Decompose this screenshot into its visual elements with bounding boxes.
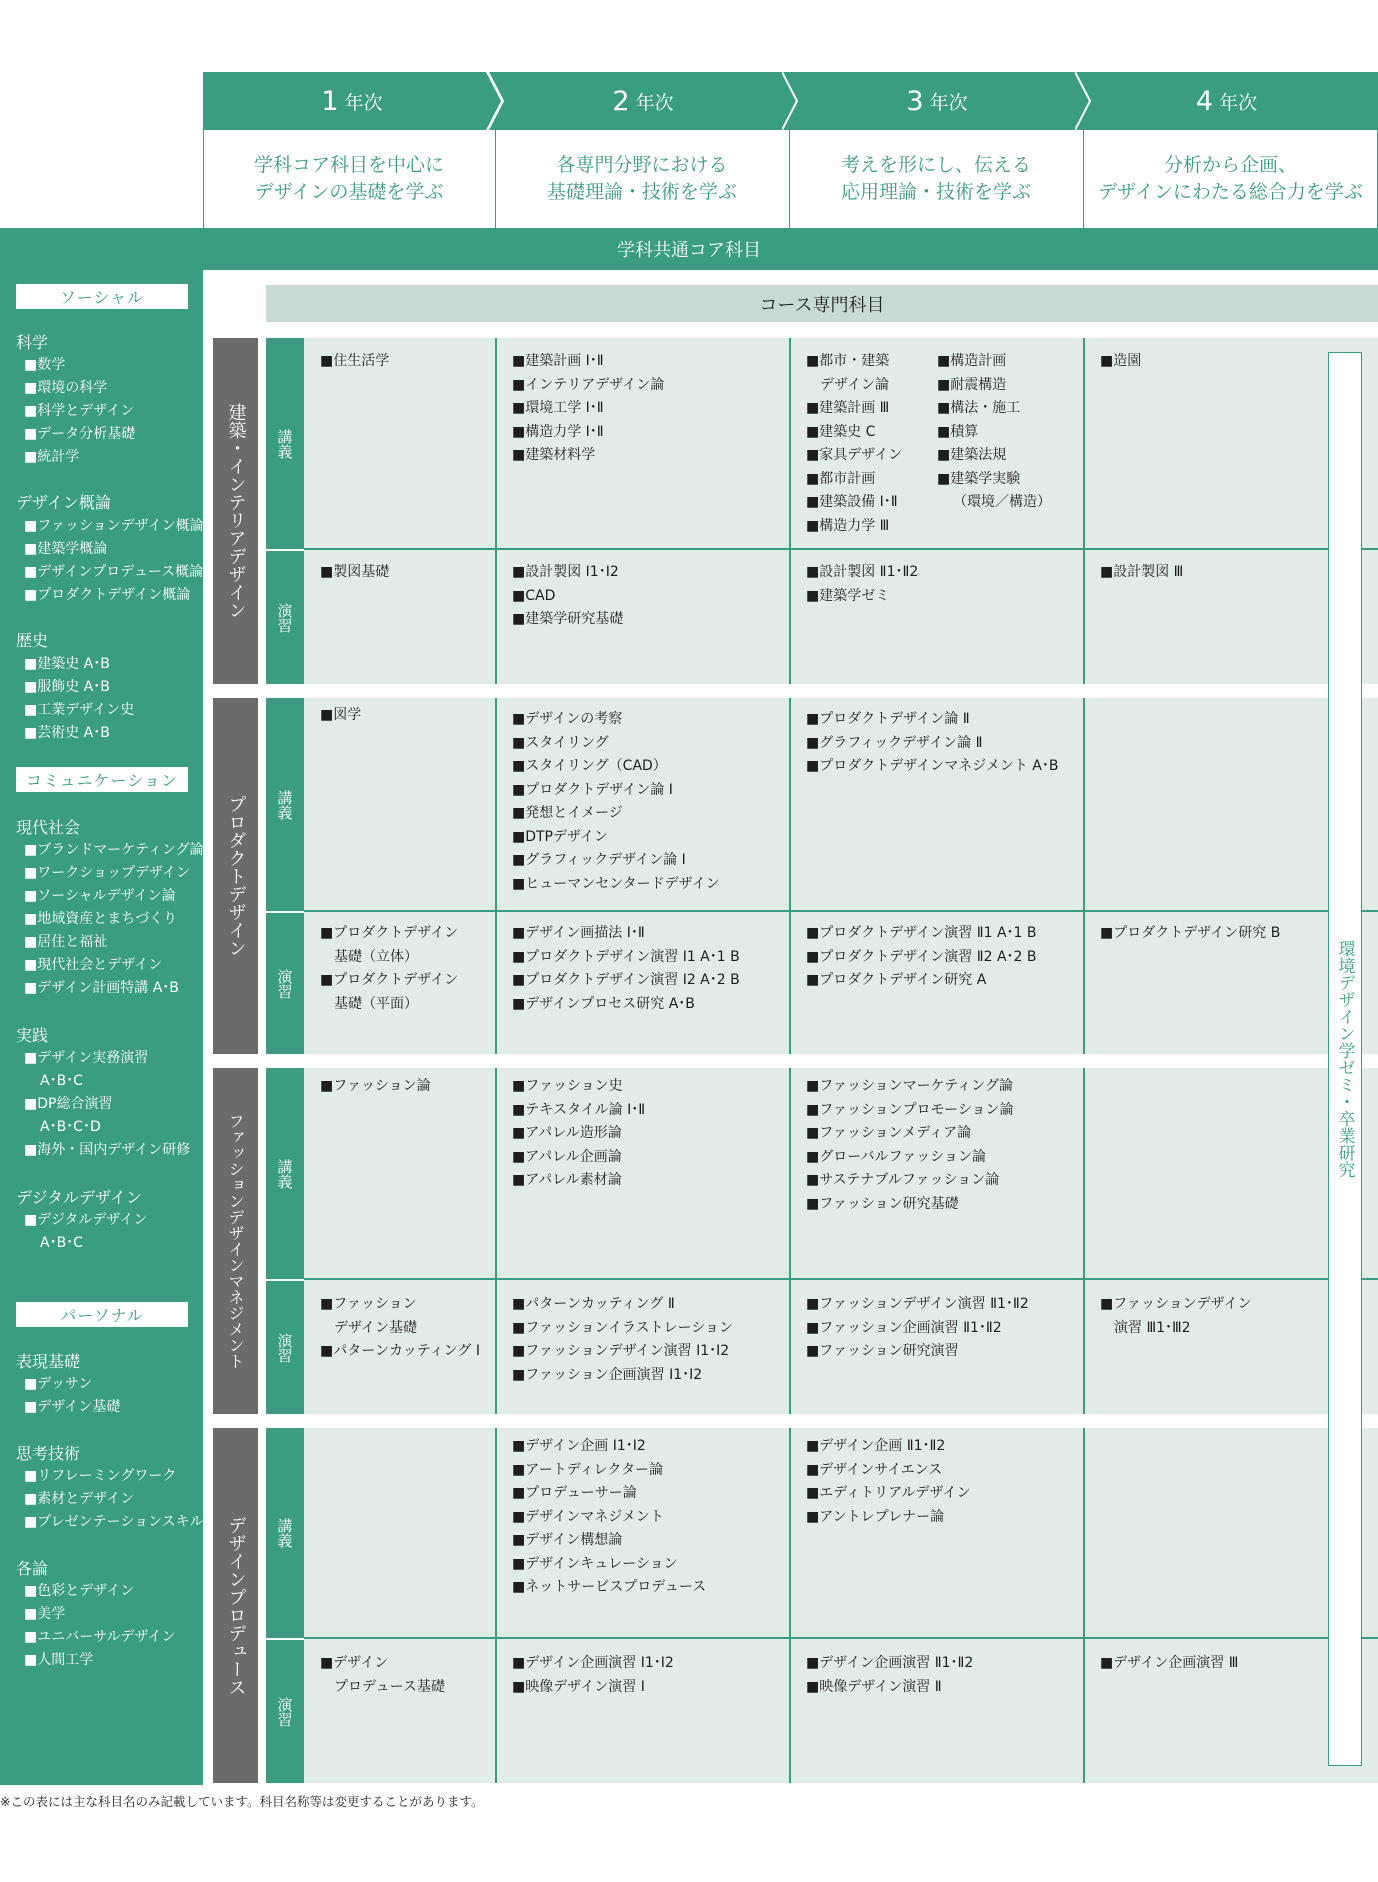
expression-item: ■デザイン基礎 (24, 1399, 121, 1415)
course-label-fashion (213, 1068, 258, 1414)
course-cell (1100, 561, 1183, 585)
course-label-produce (213, 1428, 258, 1783)
course-item: ■プロダクトデザイン研究 A (806, 972, 987, 988)
course-item: ■プロダクトデザイン演習 Ⅰ2 A･2 B (512, 972, 740, 988)
course-item: ■建築学ゼミ (806, 587, 890, 604)
year-tab-4 (1075, 72, 1378, 130)
course-cell (512, 561, 623, 632)
course-item: ■積算 (937, 423, 979, 440)
digital-item: ■デジタルデザイン (24, 1212, 148, 1228)
course-item: ■ファッション (320, 1296, 417, 1312)
course-item: ■プロダクトデザイン演習 Ⅱ1 A･1 B (806, 925, 1037, 941)
science-item: ■数学 (24, 357, 66, 373)
thinking-item: ■リフレーミングワーク (24, 1468, 177, 1484)
goal-line: 応用理論・技術を学ぶ (840, 181, 1031, 203)
course-item: ■デザイン (320, 1655, 389, 1671)
year-number: 2 (612, 85, 630, 117)
society-item: ■ソーシャルデザイン論 (24, 888, 176, 904)
design-item: ■ファッションデザイン概論 (24, 518, 204, 534)
history-heading: 歴史 (16, 631, 49, 650)
seminar-side-box (1328, 352, 1362, 1766)
year-goal-2 (495, 130, 789, 228)
course-item: ■デザイン構想論 (512, 1532, 623, 1548)
course-item: ■ファッションデザイン演習 Ⅱ1･Ⅱ2 (806, 1296, 1029, 1312)
misc-item: ■ユニバーサルデザイン (24, 1629, 176, 1645)
lecture-label (266, 338, 304, 549)
practice-heading: 実践 (16, 1026, 49, 1045)
year-goal-4 (1083, 130, 1378, 228)
year-word: 年次 (344, 91, 383, 114)
course-cell (320, 350, 389, 374)
course-item: ■プロダクトデザイン演習 Ⅰ1 A･1 B (512, 948, 740, 965)
year-tab-2 (488, 72, 798, 130)
society-item: ■居住と福祉 (24, 934, 108, 950)
course-item: ■映像デザイン演習 Ⅰ (512, 1678, 645, 1695)
course-item: ■アートディレクター論 (512, 1461, 664, 1478)
course-item: ■建築計画 Ⅰ･Ⅱ (512, 353, 604, 369)
course-cell (1100, 922, 1280, 946)
course-name: プロダクトデザイン (225, 795, 247, 957)
lecture-label (266, 1428, 304, 1638)
course-item: 基礎（立体） (320, 948, 418, 965)
course-cell (1100, 350, 1141, 374)
course-cell (512, 1293, 733, 1387)
row-divider (304, 1637, 1378, 1639)
course-item: ■プロダクトデザイン演習 Ⅱ2 A･2 B (806, 948, 1037, 965)
course-item: ■デザイン企画 Ⅱ1･Ⅱ2 (806, 1438, 946, 1454)
thinking-item: ■素材とデザイン (24, 1491, 135, 1507)
course-item: ■図学 (320, 707, 362, 723)
course-item: ■デザインキュレーション (512, 1555, 678, 1572)
year-goal-1 (203, 130, 495, 228)
left-sidebar (0, 270, 203, 1785)
course-item: ■アントレプレナー論 (806, 1508, 945, 1525)
misc-heading: 各論 (16, 1559, 49, 1578)
science-item: ■統計学 (24, 449, 80, 465)
society-item: ■ワークショップデザイン (24, 865, 190, 881)
communication-label: コミュニケーション (16, 767, 188, 792)
footnote: ※この表には主な科目名のみ記載しています。科目名称等は変更することがあります。 (0, 1794, 484, 1809)
goal-line: デザインの基礎を学ぶ (254, 181, 444, 203)
column-divider (1083, 1068, 1085, 1414)
column-divider (1083, 338, 1085, 684)
exercise-label (266, 1279, 304, 1414)
course-item: ■プロダクトデザイン (320, 972, 459, 988)
course-item: ■プロダクトデザイン論 Ⅰ (512, 781, 673, 798)
exercise-text: 演習 (275, 1696, 294, 1727)
course-item: ■ファッション論 (320, 1078, 431, 1094)
lecture-label (266, 1068, 304, 1279)
course-item: ■映像デザイン演習 Ⅱ (806, 1678, 942, 1695)
course-cell (320, 1075, 431, 1099)
course-item: ■製図基礎 (320, 564, 390, 580)
course-item: ■設計製図 Ⅰ1･Ⅰ2 (512, 564, 619, 580)
society-item: ■地域資産とまちづくり (24, 911, 178, 927)
column-divider (789, 338, 791, 684)
history-item: ■工業デザイン史 (24, 702, 135, 718)
course-item: ■デザインサイエンス (806, 1461, 943, 1478)
course-cell (320, 704, 361, 728)
course-cell (512, 708, 720, 896)
course-item: プロデュース基礎 (320, 1678, 445, 1695)
design-item: ■デザインプロデュース概論 (24, 564, 204, 580)
column-divider (789, 1428, 791, 1783)
goal-line: 各専門分野における (556, 154, 728, 176)
course-item: ■都市・建築 (806, 353, 890, 369)
course-item: ■家具デザイン (806, 447, 903, 463)
course-item: ■建築設備 Ⅰ･Ⅱ (806, 494, 898, 510)
course-item: ■環境工学 Ⅰ･Ⅱ (512, 400, 604, 416)
course-item: ■ファッションデザイン演習 Ⅰ1･Ⅰ2 (512, 1343, 730, 1359)
column-divider (1083, 1428, 1085, 1783)
course-item: ■ファッション研究演習 (806, 1343, 959, 1359)
course-item: ■プロデューサー論 (512, 1485, 637, 1501)
column-divider (789, 698, 791, 1054)
column-divider (495, 698, 497, 1054)
course-item: ■パターンカッティング Ⅱ (512, 1296, 675, 1312)
course-item: ■デザイン企画演習 Ⅱ1･Ⅱ2 (806, 1655, 974, 1671)
year-word: 年次 (929, 91, 968, 114)
course-item: （環境／構造） (953, 494, 1051, 510)
row-divider (304, 548, 1378, 550)
course-subjects-title: コース専門科目 (759, 294, 885, 316)
science-heading: 科学 (16, 333, 49, 352)
course-item: ■アパレル企画論 (512, 1148, 622, 1165)
course-item: ■グラフィックデザイン論 Ⅰ (512, 852, 686, 868)
course-item: ■デザイン画描法 Ⅰ･Ⅱ (512, 925, 645, 941)
course-item: ■ネットサービスプロデュース (512, 1579, 707, 1595)
course-item: ■プロダクトデザイン研究 B (1100, 925, 1281, 941)
course-item: ■デザインマネジメント (512, 1508, 664, 1525)
practice-item: ■海外・国内デザイン研修 (24, 1142, 191, 1158)
course-item: ■建築学研究基礎 (512, 611, 624, 627)
course-cell (806, 922, 1036, 993)
year-tab-3 (782, 72, 1092, 130)
course-item: ■デザイン企画 Ⅰ1･Ⅰ2 (512, 1438, 646, 1454)
goal-line: デザインにわたる総合力を学ぶ (1098, 181, 1363, 203)
course-item: ■都市計画 (806, 470, 876, 487)
course-item: ■発想とイメージ (512, 805, 623, 821)
course-cell (806, 561, 918, 608)
course-cell (320, 1652, 445, 1699)
history-item: ■建築史 A･B (24, 656, 110, 672)
column-divider (1083, 698, 1085, 1054)
social-label: ソーシャル (16, 284, 188, 309)
year-number: 1 (321, 85, 339, 117)
lecture-text: 講義 (275, 428, 294, 459)
digital-heading: デジタルデザイン (16, 1188, 142, 1207)
course-cell (320, 1293, 480, 1364)
lecture-label (266, 698, 304, 911)
core-subjects-banner (0, 228, 1378, 270)
column-divider (789, 1068, 791, 1414)
design-item: ■建築学概論 (24, 541, 108, 557)
course-item: ■構造力学 Ⅲ (806, 517, 890, 534)
course-cell (512, 1652, 674, 1699)
course-item: ■スタイリング（CAD） (512, 758, 667, 774)
lecture-text: 講義 (275, 789, 294, 820)
year-tab-1 (203, 72, 501, 130)
society-heading: 現代社会 (16, 818, 81, 837)
course-subjects-banner (266, 285, 1378, 322)
row-divider (304, 1278, 1378, 1280)
design-item: ■プロダクトデザイン概論 (24, 587, 191, 603)
course-item: ■住生活学 (320, 353, 390, 369)
course-item: ■インテリアデザイン論 (512, 376, 665, 393)
history-item: ■芸術史 A･B (24, 725, 110, 741)
goal-line: 分析から企画、 (1163, 154, 1297, 176)
society-item: ■デザイン計画特講 A･B (24, 980, 179, 996)
course-cell (806, 350, 902, 538)
course-cell (320, 922, 458, 1016)
exercise-label (266, 549, 304, 684)
course-item: ■テキスタイル論 Ⅰ･Ⅱ (512, 1101, 646, 1118)
course-cell (512, 1435, 706, 1600)
thinking-item: ■プレゼンテーションスキル (24, 1514, 204, 1530)
course-item: ■建築史 C (806, 423, 876, 440)
course-item: ■サステナブルファッション論 (806, 1172, 1000, 1188)
thinking-heading: 思考技術 (16, 1444, 81, 1463)
course-item: ■デザインの考察 (512, 711, 623, 727)
course-item: ■エディトリアルデザイン (806, 1485, 971, 1501)
course-item: ■デザイン企画演習 Ⅲ (1100, 1655, 1239, 1671)
course-item: ■構造力学 Ⅰ･Ⅱ (512, 423, 604, 440)
goal-line: 考えを形にし、伝える (840, 154, 1031, 176)
course-item: ■ファッションメディア論 (806, 1125, 972, 1141)
course-item: ■CAD (512, 587, 556, 604)
seminar-side-label: 環境デザイン学ゼミ・卒業研究 (1334, 940, 1355, 1178)
course-item: ■ファッションプロモーション論 (806, 1101, 1014, 1118)
goal-line: 学科コア科目を中心に (253, 154, 444, 176)
core-subjects-title: 学科共通コア科目 (617, 240, 761, 261)
course-name: ファッションデザインマネジメント (226, 1113, 245, 1369)
column-divider (495, 1428, 497, 1783)
year-word: 年次 (1219, 91, 1258, 114)
exercise-text: 演習 (275, 1332, 294, 1363)
course-item: ■ファッション研究基礎 (806, 1195, 959, 1212)
course-name: 建築・インテリアデザイン (225, 403, 247, 619)
column-divider (495, 1068, 497, 1414)
course-item: ■デザイン企画演習 Ⅰ1･Ⅰ2 (512, 1655, 674, 1671)
exercise-text: 演習 (275, 968, 294, 999)
course-item: ■プロダクトデザインマネジメント A･B (806, 758, 1059, 774)
course-item: ■ファッションデザイン (1100, 1296, 1252, 1312)
year-goal-3 (789, 130, 1083, 228)
course-item: ■ファッションマーケティング論 (806, 1078, 1013, 1094)
course-item: ■構造計画 (937, 353, 1007, 369)
year-number: 4 (1195, 85, 1214, 117)
course-cell (937, 350, 1051, 515)
course-item: ■建築学実験 (937, 470, 1021, 487)
misc-item: ■人間工学 (24, 1652, 94, 1668)
course-item: ■グラフィックデザイン論 Ⅱ (806, 734, 983, 751)
course-cell (806, 708, 1058, 779)
exercise-text: 演習 (275, 602, 294, 633)
history-item: ■服飾史 A･B (24, 679, 110, 695)
course-item: ■パターンカッティング Ⅰ (320, 1343, 480, 1359)
course-item: ■設計製図 Ⅲ (1100, 564, 1184, 580)
course-item: ■プロダクトデザイン論 Ⅱ (806, 711, 970, 727)
course-item: ■設計製図 Ⅱ1･Ⅱ2 (806, 564, 919, 580)
personal-label: パーソナル (16, 1302, 188, 1327)
course-item: ■ファッション企画演習 Ⅱ1･Ⅱ2 (806, 1319, 1002, 1336)
course-item: ■建築計画 Ⅲ (806, 400, 890, 416)
course-item: デザイン基礎 (320, 1319, 418, 1336)
course-cell (806, 1652, 973, 1699)
misc-item: ■美学 (24, 1606, 66, 1622)
course-label-product (213, 698, 258, 1054)
science-item: ■科学とデザイン (24, 403, 135, 419)
course-cell (320, 561, 389, 585)
year-number: 3 (906, 85, 924, 117)
science-item: ■環境の科学 (24, 380, 108, 396)
course-cell (1100, 1652, 1238, 1676)
expression-item: ■デッサン (24, 1376, 93, 1392)
column-divider (495, 338, 497, 684)
course-item: ■プロダクトデザイン (320, 925, 459, 941)
course-item: ■構法・施工 (937, 400, 1021, 416)
society-item: ■ブランドマーケティング論 (24, 842, 204, 858)
exercise-label (266, 911, 304, 1054)
course-cell (512, 350, 664, 468)
course-cell (1100, 1293, 1252, 1340)
course-cell (806, 1075, 1014, 1216)
misc-item: ■色彩とデザイン (24, 1583, 135, 1599)
course-cell (806, 1435, 971, 1529)
course-item: ■造園 (1100, 353, 1142, 369)
course-item: ■スタイリング (512, 734, 609, 751)
science-item: ■データ分析基礎 (24, 426, 136, 442)
society-item: ■現代社会とデザイン (24, 957, 163, 973)
course-item: ■建築法規 (937, 447, 1007, 463)
course-item: ■ヒューマンセンタードデザイン (512, 875, 720, 892)
digital-item: A･B･C (40, 1235, 83, 1251)
lecture-text: 講義 (275, 1158, 294, 1189)
exercise-label (266, 1638, 304, 1783)
course-item: 基礎（平面） (320, 995, 418, 1012)
course-item: デザイン論 (806, 376, 890, 393)
lecture-text: 講義 (275, 1518, 294, 1548)
course-cell (512, 1075, 645, 1193)
expression-heading: 表現基礎 (16, 1352, 81, 1371)
practice-item: ■DP総合演習 (24, 1096, 113, 1112)
row-divider (304, 910, 1378, 912)
course-item: ■アパレル素材論 (512, 1172, 622, 1188)
course-item: ■DTPデザイン (512, 828, 609, 845)
course-item: ■建築材料学 (512, 447, 596, 463)
course-name: デザインプロデュース (225, 1515, 247, 1696)
course-item: ■ファッションイラストレーション (512, 1319, 733, 1336)
practice-item: A･B･C･D (40, 1119, 101, 1135)
course-item: ■ファッション企画演習 Ⅰ1･Ⅰ2 (512, 1366, 703, 1383)
practice-item: ■デザイン実務演習 (24, 1050, 149, 1066)
course-cell (512, 922, 740, 1016)
course-item: ■グローバルファッション論 (806, 1148, 986, 1165)
course-item: ■デザインプロセス研究 A･B (512, 995, 695, 1012)
course-item: ■アパレル造形論 (512, 1125, 622, 1141)
course-item: ■ファッション史 (512, 1078, 623, 1094)
course-label-architecture (213, 338, 258, 684)
course-cell (806, 1293, 1029, 1364)
design-heading: デザイン概論 (16, 493, 111, 512)
year-word: 年次 (635, 91, 674, 114)
course-item: 演習 Ⅲ1･Ⅲ2 (1100, 1319, 1191, 1336)
goal-line: 基礎理論・技術を学ぶ (546, 181, 737, 203)
course-item: ■耐震構造 (937, 376, 1007, 393)
practice-item: A･B･C (40, 1073, 83, 1089)
